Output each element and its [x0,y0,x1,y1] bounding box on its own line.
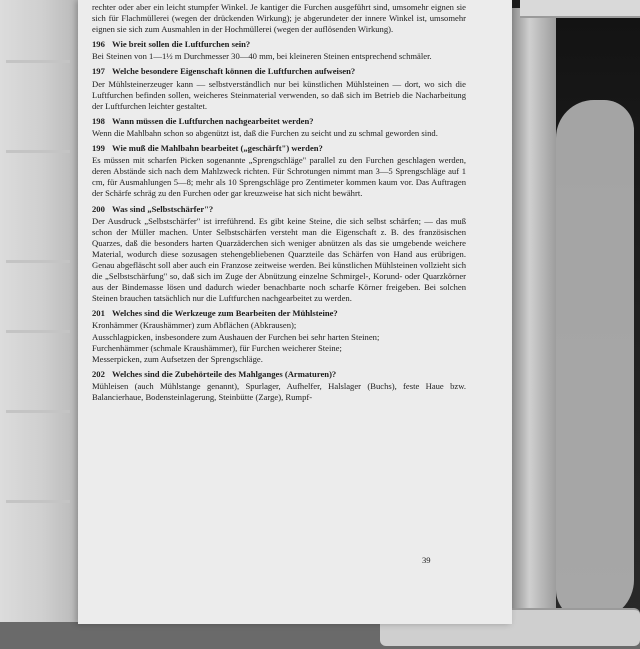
facing-page [0,0,78,649]
intro-paragraph: rechter oder aber ein leicht stumpfer Winkel. Je kantiger die Furchen ausgeführt sind, umsomehr eignen sie sich für Flachmüllerei (wegen der drückenden Wirkung); je abgerundeter der innere Winkel ist, umsomehr eignen sie sich zum Ausmahlen in der Hochmüllerei (wegen der auflösenden Wirkung). [92,2,466,35]
list-item: Furchenhämmer (schmale Kraushämmer), für Furchen weicherer Steine; [92,342,342,353]
question-number: 202 [92,368,105,379]
question-title: Wie muß die Mahlbahn bearbeitet („geschärft") werden? [112,143,323,154]
question-number: 198 [92,115,105,126]
answer-202: Mühleisen (auch Mühlstange genannt), Spurlager, Aufhelfer, Halslager (Buchs), feste Haue bzw. Balancierhaue, Bodensteinlagerung, Steinbütte (Zarge), Rumpf- [92,380,466,402]
question-title: Wann müssen die Luftfurchen nachgearbeitet werden? [112,115,314,126]
question-title: Was sind „Selbstschärfer"? [112,203,214,214]
tool-list [92,320,466,364]
question-201 [92,308,466,319]
question-197 [92,66,466,77]
question-title: Welches sind die Werkzeuge zum Bearbeiten der Mühlsteine? [112,308,338,319]
question-number: 196 [92,39,105,50]
page-text [92,2,466,407]
background-object [556,100,634,620]
book-page [78,0,512,624]
question-199 [92,143,466,154]
list-item: Kronhämmer (Kraushämmer) zum Abflächen (Abkrausen); [92,320,297,331]
question-number: 199 [92,143,105,154]
top-clip [520,0,640,18]
book-stand [512,8,556,618]
list-item: Ausschlagpicken, insbesondere zum Aushauen der Furchen bei sehr harten Steinen; [92,331,380,342]
answer-198: Wenn die Mahlbahn schon so abgenützt ist, daß die Furchen zu seicht und zu schmal geworden sind. [92,127,438,138]
answer-197: Der Mühlsteinerzeuger kann — selbstverständlich nur bei künstlichen Mühlsteinen — dort, wo sich die Luftfurchen befinden sollen, weicheres Steinmaterial verwenden, so daß sich im Betrieb die Nacharbeitung der Luftfurchen leichter gestaltet. [92,78,466,111]
question-number: 197 [92,66,105,77]
question-198 [92,116,466,127]
answer-196: Bei Steinen von 1—1½ m Durchmesser 30—40 mm, bei kleineren Steinen entsprechend schmäler. [92,51,432,62]
answer-199: Es müssen mit scharfen Picken sogenannte „Sprengschläge" parallel zu den Furchen geschlagen werden, deren Abstände sich nach dem Mahlzweck richten. Für Schrotungen nimmt man 3—5 Sprengschläge auf 1 cm, für Ausmahlungen 5—8; mehr als 10 Sprengschläge pro Zentimeter kommen kaum vor. Das Auftragen der Schärfe schräg zu den Furchen oder gar kreuzweise hat sich nicht bewährt. [92,155,466,199]
question-202 [92,369,466,380]
list-item: Messerpicken, zum Aufsetzen der Sprengschläge. [92,353,263,364]
question-196 [92,39,466,50]
question-number: 200 [92,203,105,214]
question-title: Welches sind die Zubehörteile des Mahlganges (Armaturen)? [112,368,337,379]
question-200 [92,204,466,215]
question-title: Wie breit sollen die Luftfurchen sein? [112,39,251,50]
question-title: Welche besondere Eigenschaft können die Luftfurchen aufweisen? [112,66,356,77]
question-number: 201 [92,308,105,319]
page-number: 39 [422,555,431,565]
answer-200: Der Ausdruck „Selbstschärfer" ist irreführend. Es gibt keine Steine, die sich selbst schärfen; — das muß schon der Müller machen. Unter Selbstschärfen versteht man die Eigenschaft z. B. des französischen Quarzes, daß die besonders harten Quarzäderchen sich weniger abnützen als das sie umgebende weichere Material, wodurch diese sozusagen stehengebliebenen Quarzteile das Schärfen von Hand aus erübrigen. Genau abgefläscht soll aber auch ein Franzose zeitweise werden. Bei künstlichen Mühlsteinen vollzieht sich die „Selbstschärfung" so, daß sich im Zuge der Abnützung einzelne Schmirgel-, Korund- oder Quarzkörner aus der Bindemasse lösen und dadurch wieder benachbarte noch scharfe Körner freigeben. Bei solchen Steinen brauchen tatsächlich nur die Luftfurchen nachgearbeitet zu werden. [92,215,466,304]
